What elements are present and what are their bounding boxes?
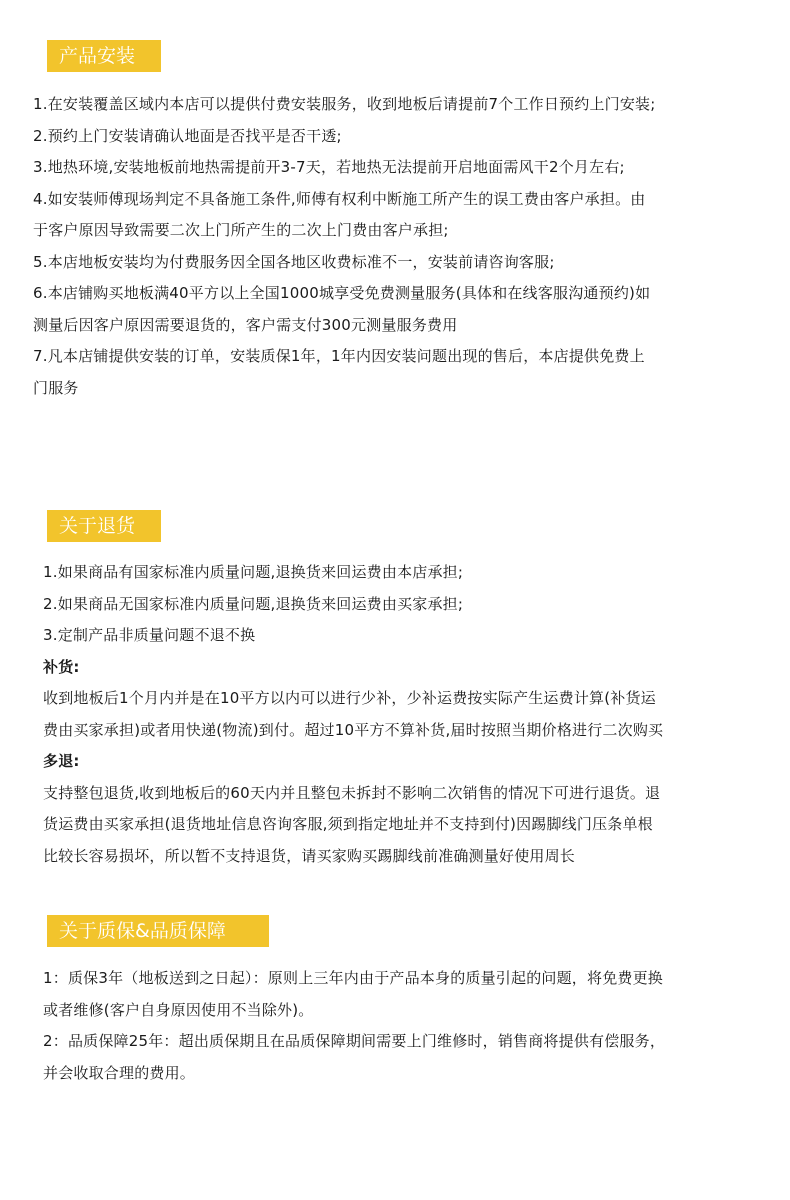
overstock-line: 支持整包退货,收到地板后的60天内并且整包未拆封不影响二次销售的情况下可进行退货。退 <box>43 783 661 802</box>
warranty-header: 关于质保&品质保障 <box>47 915 269 947</box>
returns-line: 3.定制产品非质量问题不退不换 <box>43 626 256 644</box>
install-text <box>33 89 656 404</box>
install-header: 产品安装 <box>47 40 161 72</box>
install-line: 5.本店地板安装均为付费服务因全国各地区收费标准不一，安装前请咨询客服; <box>33 252 555 271</box>
install-line: 3.地热环境,安装地板前地热需提前开3-7天，若地热无法提前开启地面需风干2个月左右; <box>33 158 625 176</box>
overstock-label: 多退: <box>43 752 80 770</box>
returns-text <box>43 557 663 872</box>
warranty-line: 2：品质保障25年：超出质保期且在品质保障期间需要上门维修时，销售商将提供有偿服务， <box>43 1032 666 1050</box>
install-line: 7.凡本店铺提供安装的订单，安装质保1年，1年内因安装问题出现的售后，本店提供免费上 <box>33 347 645 365</box>
install-line: 于客户原因导致需要二次上门所产生的二次上门费由客户承担; <box>33 221 449 239</box>
warranty-line: 1：质保3年（地板送到之日起）：原则上三年内由于产品本身的质量引起的问题，将免费更换 <box>43 969 663 987</box>
install-line: 2.预约上门安装请确认地面是否找平是否干透; <box>33 126 342 145</box>
install-line: 1.在安装覆盖区域内本店可以提供付费安装服务，收到地板后请提前7个工作日预约上门安装; <box>33 95 656 113</box>
restock-line: 费由买家承担)或者用快递(物流)到付。超过10平方不算补货,届时按照当期价格进行二次购买 <box>43 720 664 739</box>
returns-line: 1.如果商品有国家标准内质量问题,退换货来回运费由本店承担; <box>43 563 464 581</box>
install-line: 4.如安装师傅现场判定不具备施工条件,师傅有权利中断施工所产生的误工费由客户承担。由 <box>33 189 646 208</box>
restock-label: 补货: <box>43 657 80 676</box>
install-line: 门服务 <box>33 378 79 397</box>
warranty-line: 或者维修(客户自身原因使用不当除外)。 <box>43 1000 314 1019</box>
install-line: 测量后因客户原因需要退货的，客户需支付300元测量服务费用 <box>33 315 458 334</box>
warranty-line: 并会收取合理的费用。 <box>43 1063 196 1082</box>
install-line: 6.本店铺购买地板满40平方以上全国1000城享受免费测量服务(具体和在线客服沟通预约)如 <box>33 284 651 302</box>
returns-line: 2.如果商品无国家标准内质量问题,退换货来回运费由买家承担; <box>43 594 464 613</box>
restock-line: 收到地板后1个月内并是在10平方以内可以进行少补，少补运费按实际产生运费计算(补货运 <box>43 689 656 707</box>
warranty-text <box>43 963 665 1089</box>
overstock-line: 货运费由买家承担(退货地址信息咨询客服,须到指定地址并不支持到付)因踢脚线门压条单根 <box>43 815 653 833</box>
returns-header: 关于退货 <box>47 510 161 542</box>
overstock-line: 比较长容易损坏，所以暂不支持退货，请买家购买踢脚线前准确测量好使用周长 <box>43 846 576 865</box>
